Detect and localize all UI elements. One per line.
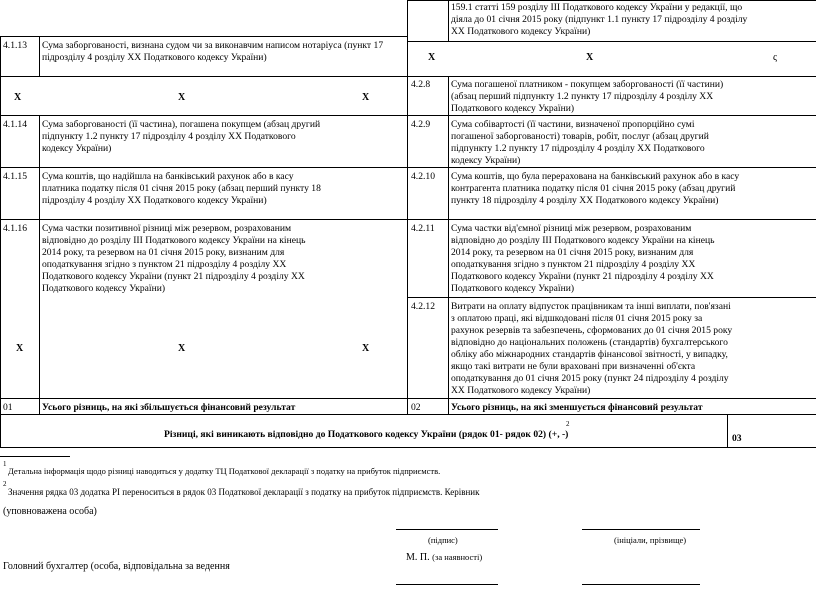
row-code-4-2-9: 4.2.9 [411, 119, 431, 130]
x-mark: Х [362, 92, 370, 103]
row-code-4-1-15: 4.1.15 [3, 171, 27, 182]
table-border [407, 41, 816, 42]
summary-footnote-mark: 2 [566, 420, 570, 428]
row-code-4-2-11: 4.2.11 [411, 223, 435, 234]
row-text-4-2-9: Сума собівартості (її частини, визначеної пропорційно сумі погашеної заборгованості) товарів, робіт, послуг (абзац другий підпункту 1.2 пункту 17 підрозділу 4 розділу ХХ Податкового кодексу України) [451, 119, 709, 166]
summary-code: 03 [732, 433, 742, 444]
row-code-4-1-16: 4.1.16 [3, 223, 27, 234]
signature-caption: (підпис) [428, 535, 458, 545]
row-code-4-1-14: 4.1.14 [3, 119, 27, 130]
footnote-mark-2: 2 [3, 480, 7, 488]
total-right-label: Усього різниць, на які зменшується фінансовий результат [451, 402, 703, 413]
table-border [407, 0, 408, 414]
table-border [407, 297, 816, 298]
table-border [0, 36, 1, 447]
row-text-4-1-13: Сума заборгованості, визнана судом чи за виконавчим написом нотаріуса (пункт 17 підрозділу 4 розділу ХХ Податкового кодексу України) [42, 40, 384, 63]
row-text-4-2-8: Сума погашеної платником - покупцем заборгованості (її частини) (абзац перший підпункту 1.2 пункту 17 підрозділу 4 розділу ХХ Податкового кодексу України) [451, 79, 724, 114]
table-top-border-right [407, 0, 816, 1]
table-border [0, 219, 816, 220]
stray-glyph: ς [773, 52, 777, 63]
x-mark: Х [362, 343, 370, 354]
table-border [0, 414, 816, 415]
table-border [0, 167, 816, 168]
x-mark: Х [428, 52, 436, 63]
table-border [0, 36, 407, 37]
signature-line[interactable] [396, 529, 498, 530]
footnote-1: Детальна інформація щодо різниці наводиться у додатку ТЦ Податкової декларації з податку на прибуток підприємств. [8, 466, 441, 476]
row-code-4-2-12: 4.2.12 [411, 301, 435, 312]
summary-label: Різниці, які виникають відповідно до Податкового кодексу України (рядок 01- рядок 02) (+, -) [164, 429, 569, 440]
row-code-4-1-13: 4.1.13 [3, 40, 27, 51]
footnote-mark-1: 1 [3, 460, 7, 468]
continued-cell-text: 159.1 статті 159 розділу ІІІ Податкового кодексу України у редакції, що діяла до 01 січня 2015 року (підпункт 1.1 пункту 17 підрозділу 4 розділу ХХ Податкового кодексу України) [451, 2, 748, 37]
stamp-label [406, 551, 482, 564]
stamp-text: М. П. [406, 552, 430, 563]
table-border [39, 115, 40, 414]
name-caption: (ініціали, прізвище) [614, 535, 687, 545]
row-text-4-1-16: Сума частки позитивної різниці між резервом, розрахованим відповідно до розділу ІІІ Податкового кодексу України на кінець 2014 року, та резервом на 01 січня 2015 року, визнаним для оподаткування згідно з пунктом 21 підрозділу 4 розділу ХХ Податкового кодексу України (пункт 21 підрозділу 4 розділу ХХ Податкового кодексу України) [42, 223, 306, 294]
table-border [0, 447, 816, 448]
row-text-4-2-10: Сума коштів, що була перерахована на банківський рахунок або в касу контрагента платника податку після 01 січня 2015 року (абзац другий пункту 18 підрозділу 4 розділу ХХ Податкового кодексу України) [451, 171, 740, 206]
signature-line[interactable] [396, 584, 498, 585]
total-right-code: 02 [411, 402, 421, 413]
table-border [39, 36, 40, 76]
row-text-4-2-11: Сума частки від'ємної різниці між резервом, розрахованим відповідно до розділу ІІІ Податкового кодексу України на кінець 2014 року, та резервом на 01 січня 2015 року, визнаним для оподаткування згідно з пунктом 21 підрозділу 4 розділу ХХ Податкового кодексу України (пункт 21 підрозділу 4 розділу ХХ Податкового кодексу України) [451, 223, 715, 294]
row-code-4-2-10: 4.2.10 [411, 171, 435, 182]
row-text-4-1-14: Сума заборгованості (її частина), погашена покупцем (абзац другий підпункту 1.2 пункту 17 підрозділу 4 розділу ХХ Податкового кодексу України) [42, 119, 321, 154]
stamp-note: (за наявності) [432, 552, 483, 562]
x-mark: Х [178, 343, 186, 354]
row-text-4-2-12: Витрати на оплату відпусток працівникам та інші виплати, пов'язані з оплатою праці, які відшкодовані після 01 січня 2015 року за рахунок резервів та забезпечень, сформованих до 01 січня 2015 року відповідно до національних положень (стандартів) бухгалтерського обліку або міжнародних стандартів фінансової звітності, у випадку, якщо такі витрати не були враховані при визначенні об'єкта оподаткування до 01 січня 2015 року (пункт 24 підрозділу 4 розділу ХХ Податкового кодексу України) [451, 301, 733, 396]
x-mark: Х [14, 92, 22, 103]
row-text-4-1-15: Сума коштів, що надійшла на банківський рахунок або в касу платника податку після 01 січня 2015 року (абзац перший пункту 18 підрозділу 4 розділу ХХ Податкового кодексу України) [42, 171, 321, 206]
row-code-4-2-8: 4.2.8 [411, 79, 431, 90]
total-left-code: 01 [3, 402, 13, 413]
chief-accountant-label: Головний бухгалтер (особа, відповідальна за ведення [3, 561, 230, 572]
total-left-label: Усього різниць, на які збільшується фінансовий результат [42, 402, 296, 413]
name-line[interactable] [582, 584, 700, 585]
table-border [0, 115, 816, 116]
authorized-person-label: (уповноважена особа) [3, 506, 97, 517]
table-border [727, 414, 728, 447]
x-mark: Х [178, 92, 186, 103]
table-border [448, 76, 449, 414]
x-mark: Х [586, 52, 594, 63]
footnote-separator [0, 456, 70, 457]
table-border [448, 0, 449, 41]
table-border [0, 398, 816, 399]
table-border [0, 76, 407, 77]
table-border [407, 76, 816, 77]
name-line[interactable] [582, 529, 700, 530]
footnote-2: Значення рядка 03 додатка РІ переноситься в рядок 03 Податкової декларації з податку на прибуток підприємств. Керівник [8, 487, 480, 497]
x-mark: Х [16, 343, 24, 354]
